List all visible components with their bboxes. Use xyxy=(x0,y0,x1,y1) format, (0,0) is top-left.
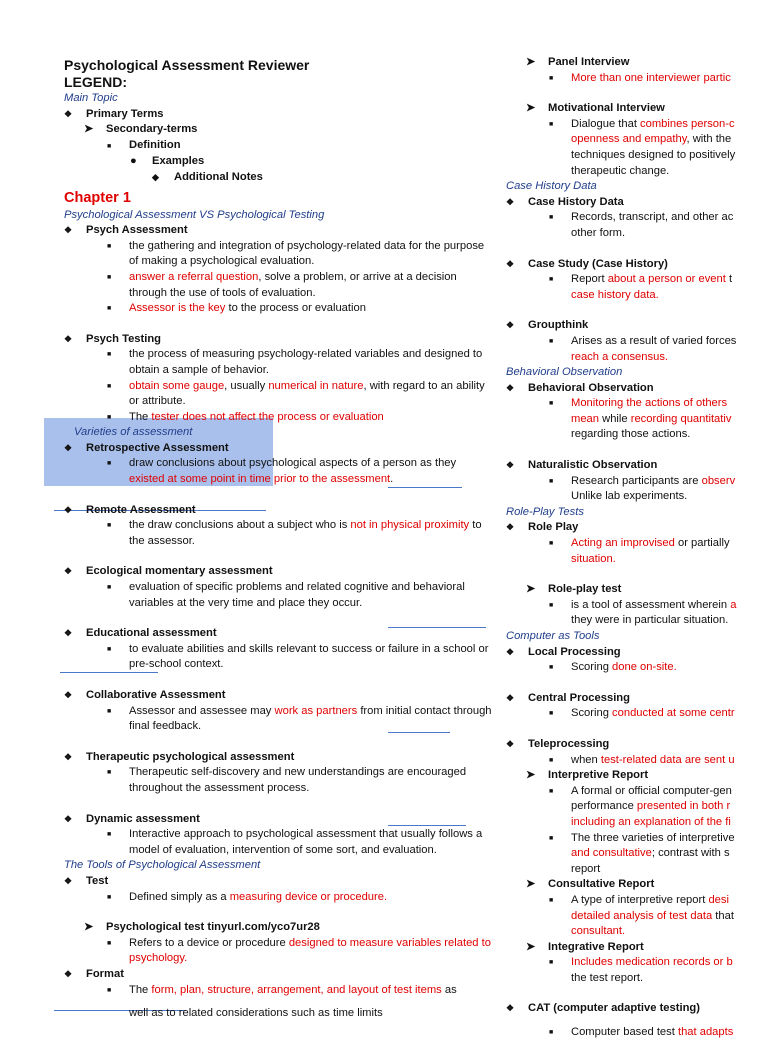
definition-item: ■ A formal or official computer-gen xyxy=(506,784,768,800)
diamond-bullet-icon: ❖ xyxy=(506,522,515,533)
square-bullet-icon: ■ xyxy=(549,400,554,408)
topic-heading: Computer as Tools xyxy=(506,630,600,642)
term-naturalistic-observation: ❖ Naturalistic Observation xyxy=(506,458,768,474)
definition-item: ■ Computer based test that adapts xyxy=(506,1025,768,1041)
definition-item: ■ More than one interviewer partic xyxy=(506,71,768,87)
definition-item: well as to related considerations such as time limits xyxy=(129,1007,383,1020)
definition-item: ■ Research participants are observ xyxy=(506,474,768,490)
definition-item: ■ The tester does not affect the process or evaluation xyxy=(64,410,494,426)
term-interpretive-report: ➤ Interpretive Report xyxy=(506,768,768,784)
term-cat: ❖ CAT (computer adaptive testing) xyxy=(506,1001,768,1017)
square-bullet-icon: ■ xyxy=(549,756,554,764)
square-bullet-icon: ■ xyxy=(107,831,112,839)
topic-heading: Varieties of assessment xyxy=(74,426,193,439)
square-bullet-icon: ■ xyxy=(107,142,112,150)
square-bullet-icon: ■ xyxy=(107,986,112,994)
diamond-bullet-icon: ❖ xyxy=(64,108,73,119)
term-consultative-report: ➤ Consultative Report xyxy=(506,877,768,893)
diamond-bullet-icon: ❖ xyxy=(506,382,515,393)
definition-item: ■ draw conclusions about psychological aspects of a person as they existed at some point in time prior to the assessment. xyxy=(107,457,457,486)
right-column xyxy=(506,55,768,1039)
definition-item: ■ Records, transcript, and other ac xyxy=(506,210,768,226)
definition-line: they were in particular situation. xyxy=(571,614,729,627)
definition-item: ■ when test-related data are sent u xyxy=(506,753,768,769)
definition-item: ■ The form, plan, structure, arrangement, and layout of test items as xyxy=(64,983,494,999)
legend-additional: ◆ Additional Notes xyxy=(64,170,494,186)
term-retrospective: ❖ Retrospective Assessment xyxy=(64,441,494,457)
legend-examples: ● Examples xyxy=(64,154,494,170)
definition-item: ■ Refers to a device or procedure designed to measure variables related to psychology. xyxy=(107,936,491,965)
legend-primary: ❖ Primary Terms xyxy=(64,107,494,123)
diamond-bullet-icon: ❖ xyxy=(64,225,73,236)
term-case-history: ❖ Case History Data xyxy=(506,195,768,211)
definition-item: ■ Scoring done on-site. xyxy=(506,660,768,676)
term-dynamic: ❖ Dynamic assessment xyxy=(64,812,494,828)
arrow-bullet-icon: ➤ xyxy=(84,123,94,136)
diamond-bullet-icon: ❖ xyxy=(506,1003,515,1014)
term-central-processing: ❖ Central Processing xyxy=(506,691,768,707)
term-therapeutic: ❖ Therapeutic psychological assessment xyxy=(64,750,494,766)
diamond-bullet-icon: ❖ xyxy=(64,628,73,639)
term-ecological: ❖ Ecological momentary assessment xyxy=(64,564,494,580)
term-collaborative: ❖ Collaborative Assessment xyxy=(64,688,494,704)
square-bullet-icon: ■ xyxy=(549,787,554,795)
definition-line: performance presented in both r xyxy=(571,800,731,813)
left-column xyxy=(64,56,494,1022)
definition-item: ■ The three varieties of interpretive xyxy=(506,831,768,847)
term-integrative-report: ➤ Integrative Report xyxy=(506,940,768,956)
diamond-bullet-icon: ❖ xyxy=(506,692,515,703)
arrow-bullet-icon: ➤ xyxy=(526,583,536,596)
definition-item: ■ Includes medication records or b xyxy=(506,955,768,971)
diamond-bullet-icon: ❖ xyxy=(64,442,73,453)
legend-heading: LEGEND: xyxy=(64,74,127,90)
definition-line: including an explanation of the fi xyxy=(571,815,731,828)
square-bullet-icon: ■ xyxy=(549,477,554,485)
diamond-bullet-icon: ❖ xyxy=(64,690,73,700)
topic-heading: Behavioral Observation xyxy=(506,366,623,379)
definition-item: ■ obtain some gauge, usually numerical in nature, with regard to an ability or attribute. xyxy=(107,379,485,408)
topic-heading: The Tools of Psychological Assessment xyxy=(64,859,261,872)
definition-item: ■ Acting an improvised or partially xyxy=(506,536,768,552)
diamond-bullet-icon: ❖ xyxy=(64,333,73,344)
definition-line: case history data. xyxy=(571,288,659,301)
term-role-play: ❖ Role Play xyxy=(506,520,768,536)
definition-line: the test report. xyxy=(571,971,644,984)
square-bullet-icon: ■ xyxy=(107,522,112,530)
term-groupthink: ❖ Groupthink xyxy=(506,318,768,334)
term-motivational-interview: ➤ Motivational Interview xyxy=(506,101,768,117)
arrow-bullet-icon: ➤ xyxy=(526,878,536,891)
arrow-bullet-icon: ➤ xyxy=(84,921,94,934)
definition-line: other form. xyxy=(571,226,626,239)
square-bullet-icon: ■ xyxy=(107,769,112,777)
diamond-small-bullet-icon: ◆ xyxy=(152,171,159,182)
definition-line: report xyxy=(571,862,601,875)
diamond-bullet-icon: ❖ xyxy=(506,320,515,331)
arrow-bullet-icon: ➤ xyxy=(526,56,536,68)
definition-line: regarding those actions. xyxy=(571,428,691,441)
definition-item: ■ Defined simply as a measuring device or procedure. xyxy=(64,890,494,906)
definition-item: ■ Monitoring the actions of others xyxy=(506,396,768,412)
definition-item: ■ Assessor is the key to the process or evaluation xyxy=(64,301,494,317)
definition-item: ■ Scoring conducted at some centr xyxy=(506,706,768,722)
square-bullet-icon: ■ xyxy=(549,896,554,904)
diamond-bullet-icon: ❖ xyxy=(506,738,515,749)
square-bullet-icon: ■ xyxy=(549,710,554,718)
square-bullet-icon: ■ xyxy=(107,893,112,901)
definition-item: ■ Interactive approach to psychological assessment that usually follows a model of evaluation, intervention of some sort, and evaluation. xyxy=(107,828,483,856)
diamond-bullet-icon: ❖ xyxy=(64,504,73,515)
square-bullet-icon: ■ xyxy=(107,645,112,653)
square-bullet-icon: ■ xyxy=(549,120,554,128)
term-remote: ❖ Remote Assessment xyxy=(64,503,494,519)
square-bullet-icon: ■ xyxy=(107,351,112,359)
diamond-bullet-icon: ❖ xyxy=(506,646,515,657)
square-bullet-icon: ■ xyxy=(107,707,112,715)
square-bullet-icon: ■ xyxy=(107,273,112,281)
square-bullet-icon: ■ xyxy=(549,1029,554,1037)
definition-line: mean while recording quantitativ xyxy=(571,412,732,425)
term-format: ❖ Format xyxy=(64,967,494,983)
term-local-processing: ❖ Local Processing xyxy=(506,645,768,661)
definition-line: detailed analysis of test data that xyxy=(571,909,734,922)
definition-item: ■ the gathering and integration of psychology-related data for the purpose of making a psychological evaluation. xyxy=(107,239,485,268)
diamond-bullet-icon: ❖ xyxy=(64,751,73,762)
topic-heading: Psychological Assessment VS Psychological Testing xyxy=(64,208,325,221)
square-bullet-icon: ■ xyxy=(107,460,112,468)
topic-heading: Role-Play Tests xyxy=(506,505,584,518)
definition-line: therapeutic change. xyxy=(571,164,670,177)
term-psychological-test: ➤ Psychological test tinyurl.com/yco7ur28 xyxy=(64,920,494,936)
definition-item: ■ Arises as a result of varied forces xyxy=(506,334,768,350)
definition-item: ■ answer a referral question, solve a problem, or arrive at a decision through the use of tools of evaluation. xyxy=(107,270,457,299)
term-test: ❖ Test xyxy=(64,874,494,890)
definition-line: Unlike lab experiments. xyxy=(571,490,688,503)
term-psych-assessment: ❖ Psych Assessment xyxy=(64,223,494,239)
topic-heading: Case History Data xyxy=(506,180,597,193)
term-case-study: ❖ Case Study (Case History) xyxy=(506,257,768,273)
definition-item: ■ Assessor and assessee may work as partners from initial contact through final feedback. xyxy=(107,704,492,733)
diamond-bullet-icon: ❖ xyxy=(64,968,73,979)
definition-line: situation. xyxy=(571,552,616,565)
square-bullet-icon: ■ xyxy=(107,305,112,313)
definition-line: openness and empathy, with the xyxy=(571,133,732,146)
chapter-heading: Chapter 1 xyxy=(64,189,131,206)
square-bullet-icon: ■ xyxy=(107,382,112,390)
definition-item: ■ A type of interpretive report desi xyxy=(506,893,768,909)
definition-item: ■ Therapeutic self-discovery and new understandings are encouraged throughout the assessment process. xyxy=(107,766,467,794)
definition-line: consultant. xyxy=(571,925,626,938)
square-bullet-icon: ■ xyxy=(549,834,554,842)
square-bullet-icon: ■ xyxy=(549,337,554,345)
square-bullet-icon: ■ xyxy=(549,601,554,609)
term-teleprocessing: ❖ Teleprocessing xyxy=(506,737,768,753)
definition-item: ■ Dialogue that combines person-c xyxy=(506,117,768,133)
square-bullet-icon: ■ xyxy=(107,242,112,250)
term-behavioral-observation: ❖ Behavioral Observation xyxy=(506,381,768,397)
square-bullet-icon: ■ xyxy=(549,214,554,222)
square-bullet-icon: ■ xyxy=(107,584,112,592)
document-title: Psychological Assessment Reviewer xyxy=(64,57,310,73)
definition-line: reach a consensus. xyxy=(571,350,669,363)
square-bullet-icon: ■ xyxy=(549,540,554,548)
definition-item: ■ the process of measuring psychology-related variables and designed to obtain a sample of behavior. xyxy=(107,348,483,376)
arrow-bullet-icon: ➤ xyxy=(526,940,536,953)
diamond-bullet-icon: ❖ xyxy=(64,813,73,824)
term-role-play-test: ➤ Role-play test xyxy=(506,582,768,598)
square-bullet-icon: ■ xyxy=(549,664,554,672)
arrow-bullet-icon: ➤ xyxy=(526,102,536,115)
diamond-bullet-icon: ❖ xyxy=(506,196,515,207)
legend-definition: ■ Definition xyxy=(64,138,494,155)
diamond-bullet-icon: ❖ xyxy=(64,875,73,886)
diamond-bullet-icon: ❖ xyxy=(64,566,73,577)
definition-line: techniques designed to positively xyxy=(571,148,736,161)
definition-item: ■ is a tool of assessment wherein a xyxy=(506,598,768,614)
square-bullet-icon: ■ xyxy=(107,939,112,947)
dot-bullet-icon: ● xyxy=(130,155,137,168)
definition-item: ■ the draw conclusions about a subject who is not in physical proximity to the assessor. xyxy=(107,519,482,547)
definition-item: ■ evaluation of specific problems and related cognitive and behavioral variables at the very time and place they occur. xyxy=(107,581,465,609)
legend-main-topic: Main Topic xyxy=(64,92,118,104)
square-bullet-icon: ■ xyxy=(549,74,554,82)
definition-item: ■ Report about a person or event t xyxy=(506,272,768,288)
arrow-bullet-icon: ➤ xyxy=(526,769,536,782)
diamond-bullet-icon: ❖ xyxy=(506,460,515,471)
legend-secondary: ➤ Secondary-terms xyxy=(64,122,494,138)
definition-item: ■ to evaluate abilities and skills relevant to success or failure in a school or pre-school context. xyxy=(107,642,489,671)
term-educational: ❖ Educational assessment xyxy=(64,626,494,642)
definition-line: and consultative; contrast with s xyxy=(571,847,730,860)
square-bullet-icon: ■ xyxy=(549,276,554,284)
square-bullet-icon: ■ xyxy=(107,413,112,421)
term-panel-interview: ➤ Panel Interview xyxy=(506,55,768,71)
square-bullet-icon: ■ xyxy=(549,959,554,967)
term-psych-testing: ❖ Psych Testing xyxy=(64,332,494,348)
diamond-bullet-icon: ❖ xyxy=(506,258,515,269)
